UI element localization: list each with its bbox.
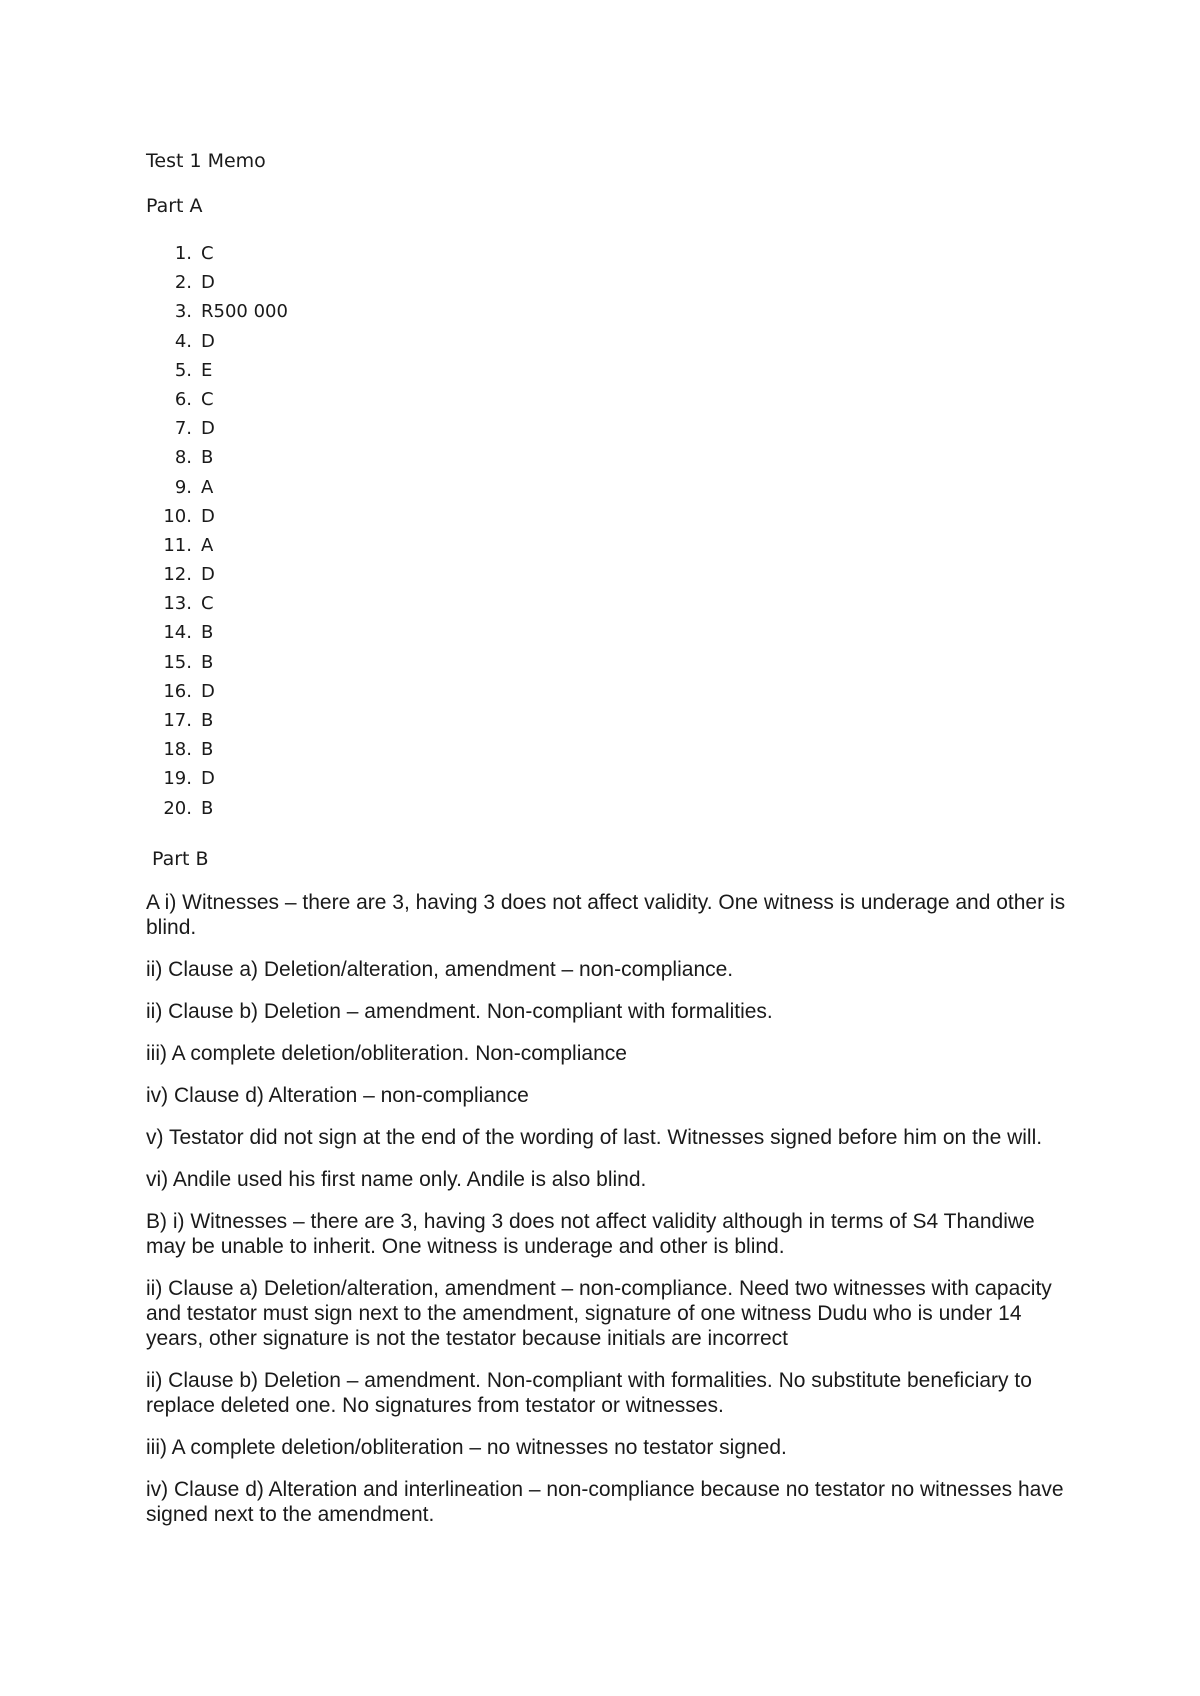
answer-item (146, 648, 288, 677)
answer-value: C (201, 593, 214, 615)
part-b-paragraph: iii) A complete deletion/obliteration. Non-compliance (146, 1042, 627, 1065)
answer-item (146, 502, 288, 531)
part-b-paragraph: ii) Clause b) Deletion – amendment. Non-compliant with formalities. No substitute beneficiary to replace deleted one. No signatures from testator or witnesses. (146, 1369, 1032, 1417)
answer-value: B (201, 622, 214, 644)
answer-value: C (201, 243, 214, 264)
answer-number: 8. (174, 447, 192, 469)
part-b-heading: Part B (152, 848, 209, 870)
answer-item (146, 735, 288, 764)
part-b-paragraph: iv) Clause d) Alteration and interlineation – non-compliance because no testator no witnesses have signed next to the amendment. (146, 1478, 1064, 1526)
part-a-answer-list (146, 239, 288, 823)
answer-value: D (201, 272, 215, 294)
answer-number: 12. (163, 564, 192, 586)
answer-item (146, 589, 288, 618)
answer-value: D (201, 768, 215, 790)
part-b-paragraph: A i) Witnesses – there are 3, having 3 does not affect validity. One witness is underage and other is blind. (146, 891, 1066, 939)
answer-number: 20. (163, 797, 192, 819)
answer-item (146, 794, 288, 823)
answer-item (146, 414, 288, 443)
answer-item (146, 356, 288, 385)
answer-item (146, 473, 288, 502)
document-title: Test 1 Memo (146, 150, 266, 172)
answer-number: 16. (163, 680, 192, 702)
answer-number: 11. (163, 534, 192, 556)
answer-item (146, 239, 288, 268)
part-b-paragraph: ii) Clause b) Deletion – amendment. Non-compliant with formalities. (146, 1000, 773, 1023)
answer-item (146, 764, 288, 793)
answer-number: 4. (174, 330, 192, 352)
answer-number: 3. (174, 301, 192, 323)
answer-number: 7. (174, 418, 192, 440)
answer-item (146, 443, 288, 472)
answer-value: B (201, 739, 214, 761)
answer-number: 10. (163, 505, 192, 527)
answer-item (146, 560, 288, 589)
part-b-paragraph: iii) A complete deletion/obliteration – no witnesses no testator signed. (146, 1436, 787, 1459)
part-b-paragraph: ii) Clause a) Deletion/alteration, amendment – non-compliance. Need two witnesses with capacity and testator must sign next to the amendment, signature of one witness Dudu who is under 14 years, other signature is not the testator because initials are incorrect (146, 1277, 1052, 1350)
answer-number: 17. (163, 710, 192, 731)
answer-number: 9. (174, 476, 192, 498)
answer-number: 14. (163, 622, 192, 644)
answer-value: E (201, 359, 213, 381)
answer-value: R500 000 (201, 301, 288, 323)
part-b-paragraph: B) i) Witnesses – there are 3, having 3 does not affect validity although in terms of S4 Thandiwe may be unable to inherit. One witness is underage and other is blind. (146, 1210, 1035, 1258)
part-b-paragraph: v) Testator did not sign at the end of the wording of last. Witnesses signed before him on the will. (146, 1126, 1043, 1149)
answer-value: D (201, 564, 215, 586)
answer-number: 2. (174, 272, 192, 294)
answer-value: A (201, 476, 214, 498)
answer-number: 6. (174, 388, 192, 410)
answer-item (146, 327, 288, 356)
answer-item (146, 268, 288, 297)
answer-value: B (201, 797, 214, 819)
answer-item (146, 618, 288, 647)
answer-number: 18. (163, 739, 192, 761)
part-b-paragraph: ii) Clause a) Deletion/alteration, amendment – non-compliance. (146, 958, 734, 981)
answer-value: B (201, 651, 214, 673)
answer-value: D (201, 680, 215, 702)
answer-item (146, 531, 288, 560)
part-b-paragraph: vi) Andile used his first name only. Andile is also blind. (146, 1168, 647, 1191)
answer-number: 13. (163, 593, 192, 615)
answer-item (146, 677, 288, 706)
answer-number: 1. (174, 243, 192, 264)
answer-value: A (201, 534, 214, 556)
answer-item (146, 706, 288, 735)
answer-number: 19. (163, 768, 192, 790)
answer-value: C (201, 388, 214, 410)
part-b-paragraph: iv) Clause d) Alteration – non-compliance (146, 1084, 529, 1107)
answer-value: B (201, 710, 214, 731)
answer-number: 5. (174, 359, 192, 381)
answer-item (146, 297, 288, 326)
answer-value: B (201, 447, 214, 469)
answer-number: 15. (163, 651, 192, 673)
answer-value: D (201, 505, 215, 527)
answer-value: D (201, 330, 215, 352)
answer-item (146, 385, 288, 414)
part-a-heading: Part A (146, 195, 203, 217)
part-b-body (146, 890, 1076, 1544)
answer-value: D (201, 418, 215, 440)
